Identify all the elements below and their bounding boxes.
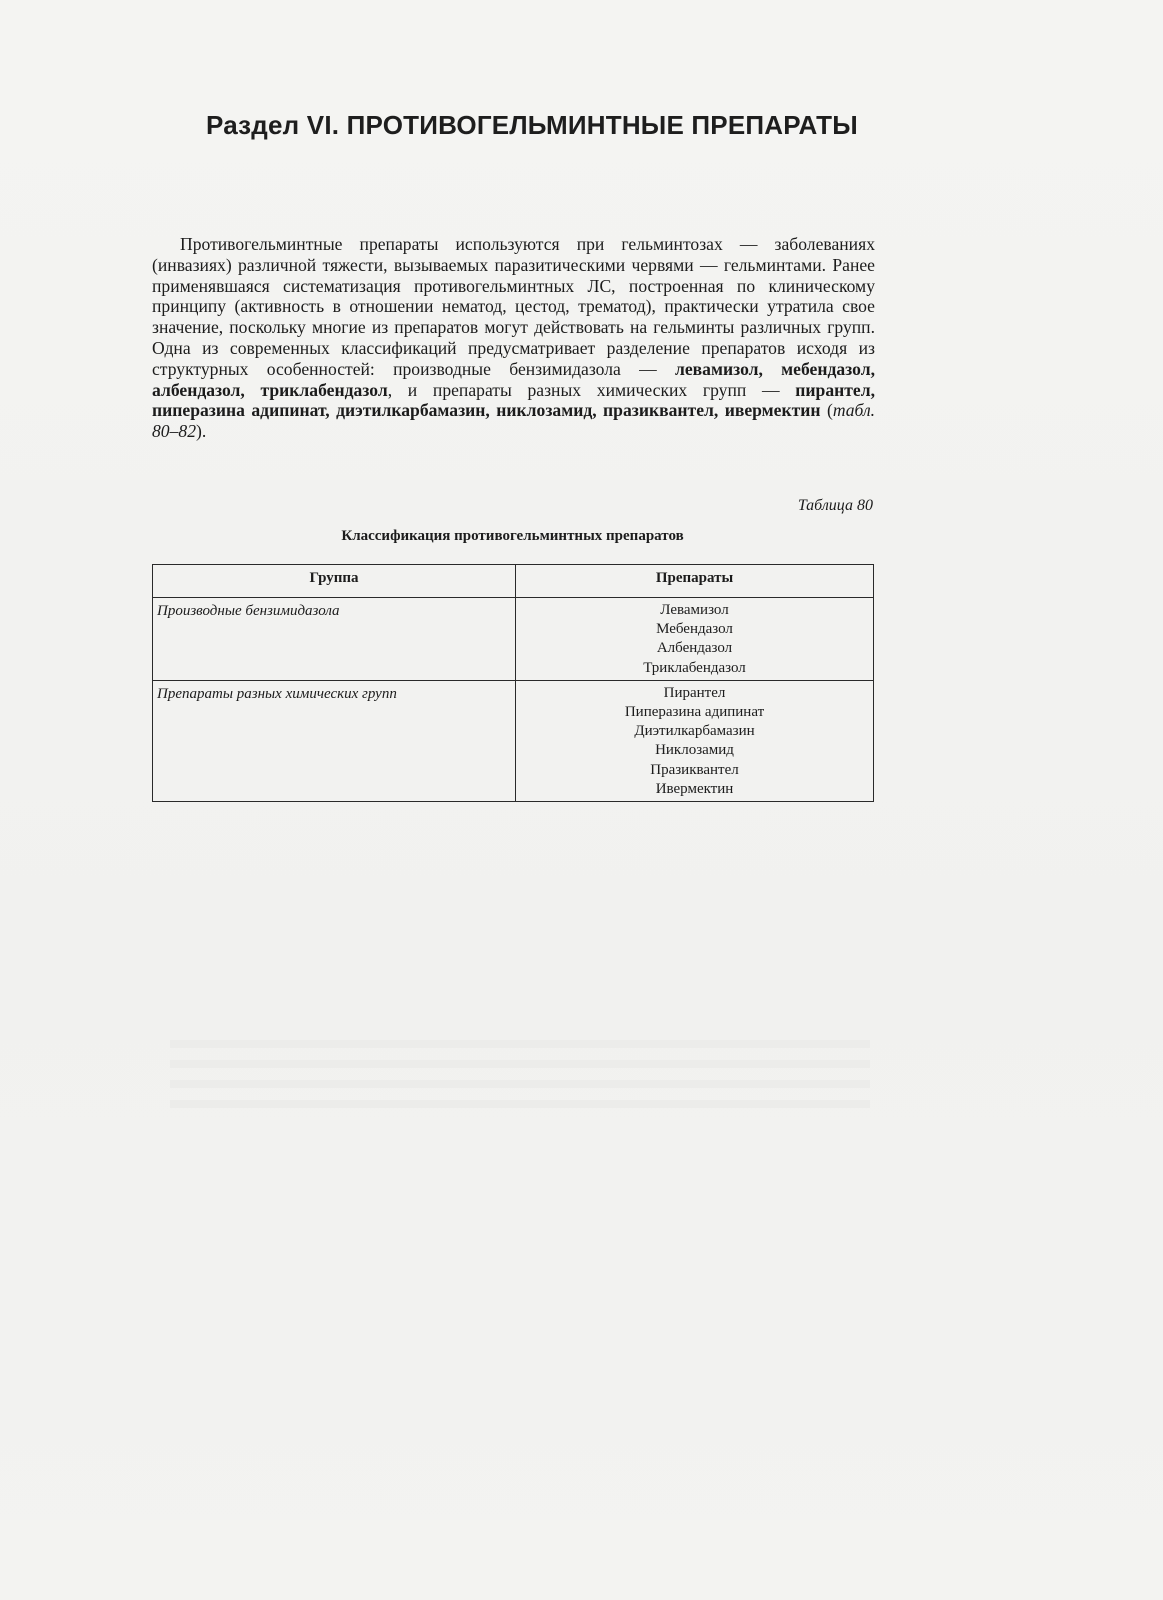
table-header-row <box>153 565 874 598</box>
group-cell: Препараты разных химических групп <box>153 680 516 801</box>
table-reference: табл. 80–82 <box>152 400 876 442</box>
drug-item: Празиквантел <box>650 761 739 778</box>
drug-item: Никлозамид <box>655 742 734 759</box>
bleed-through-lines <box>170 1040 870 1120</box>
drug-item: Мебендазол <box>656 621 733 638</box>
bleed-through-heading <box>265 170 272 198</box>
drug-item: Ивермектин <box>655 780 734 797</box>
classification-table <box>152 564 874 802</box>
other-group-drugs: пирантел, пиперазина адипинат, диэтилкарбамазин, никлозамид, празиквантел, ивермектин <box>152 379 875 421</box>
drug-item: Диэтилкарбамазин <box>634 723 755 740</box>
drug-item: Албендазол <box>656 640 733 657</box>
table-row <box>153 680 874 801</box>
section-title: Раздел VI. ПРОТИВОГЕЛЬМИНТНЫЕ ПРЕПАРАТЫ <box>206 110 858 140</box>
group-cell: Производные бензимидазола <box>153 598 516 681</box>
table-title: Классификация противогельминтных препаратов <box>341 528 684 544</box>
drug-item: Левамизол <box>660 602 729 618</box>
paragraph-text-4: ). <box>195 421 207 442</box>
intro-paragraph <box>152 234 875 442</box>
column-header-group: Группа <box>153 565 516 598</box>
benzimidazole-drugs: левамизол, мебендазол, албендазол, триклабендазол <box>152 358 875 400</box>
paragraph-text-1: Противогельминтные препараты используются при гельминтозах — заболеваниях (инвазиях) различной тяжести, вызываемых паразитическими червями — гельминтами. Ранее применявшаяся систематизация противогельминтных ЛС, построенная по клиническому принципу (активность в отношении нематод, цестод, трематод), практически утратила свое значение, поскольку многие из препаратов могут действовать на гельминты различных групп. Одна из современных классификаций предусматривает разделение препаратов исходя из структурных особенностей: производные бензимидазола — <box>152 234 875 379</box>
table-row <box>153 598 874 681</box>
drug-item: Пиперазина адипинат <box>624 704 765 721</box>
column-header-drugs: Препараты <box>516 565 874 598</box>
paragraph-text-3: ( <box>820 400 833 421</box>
paragraph-text-2: , и препараты разных химических групп — <box>387 379 796 400</box>
table-number: Таблица 80 <box>797 497 873 514</box>
drugs-cell <box>516 598 874 681</box>
drugs-cell <box>516 680 874 801</box>
drug-item: Пирантел <box>663 684 726 701</box>
drug-item: Триклабендазол <box>643 659 746 676</box>
